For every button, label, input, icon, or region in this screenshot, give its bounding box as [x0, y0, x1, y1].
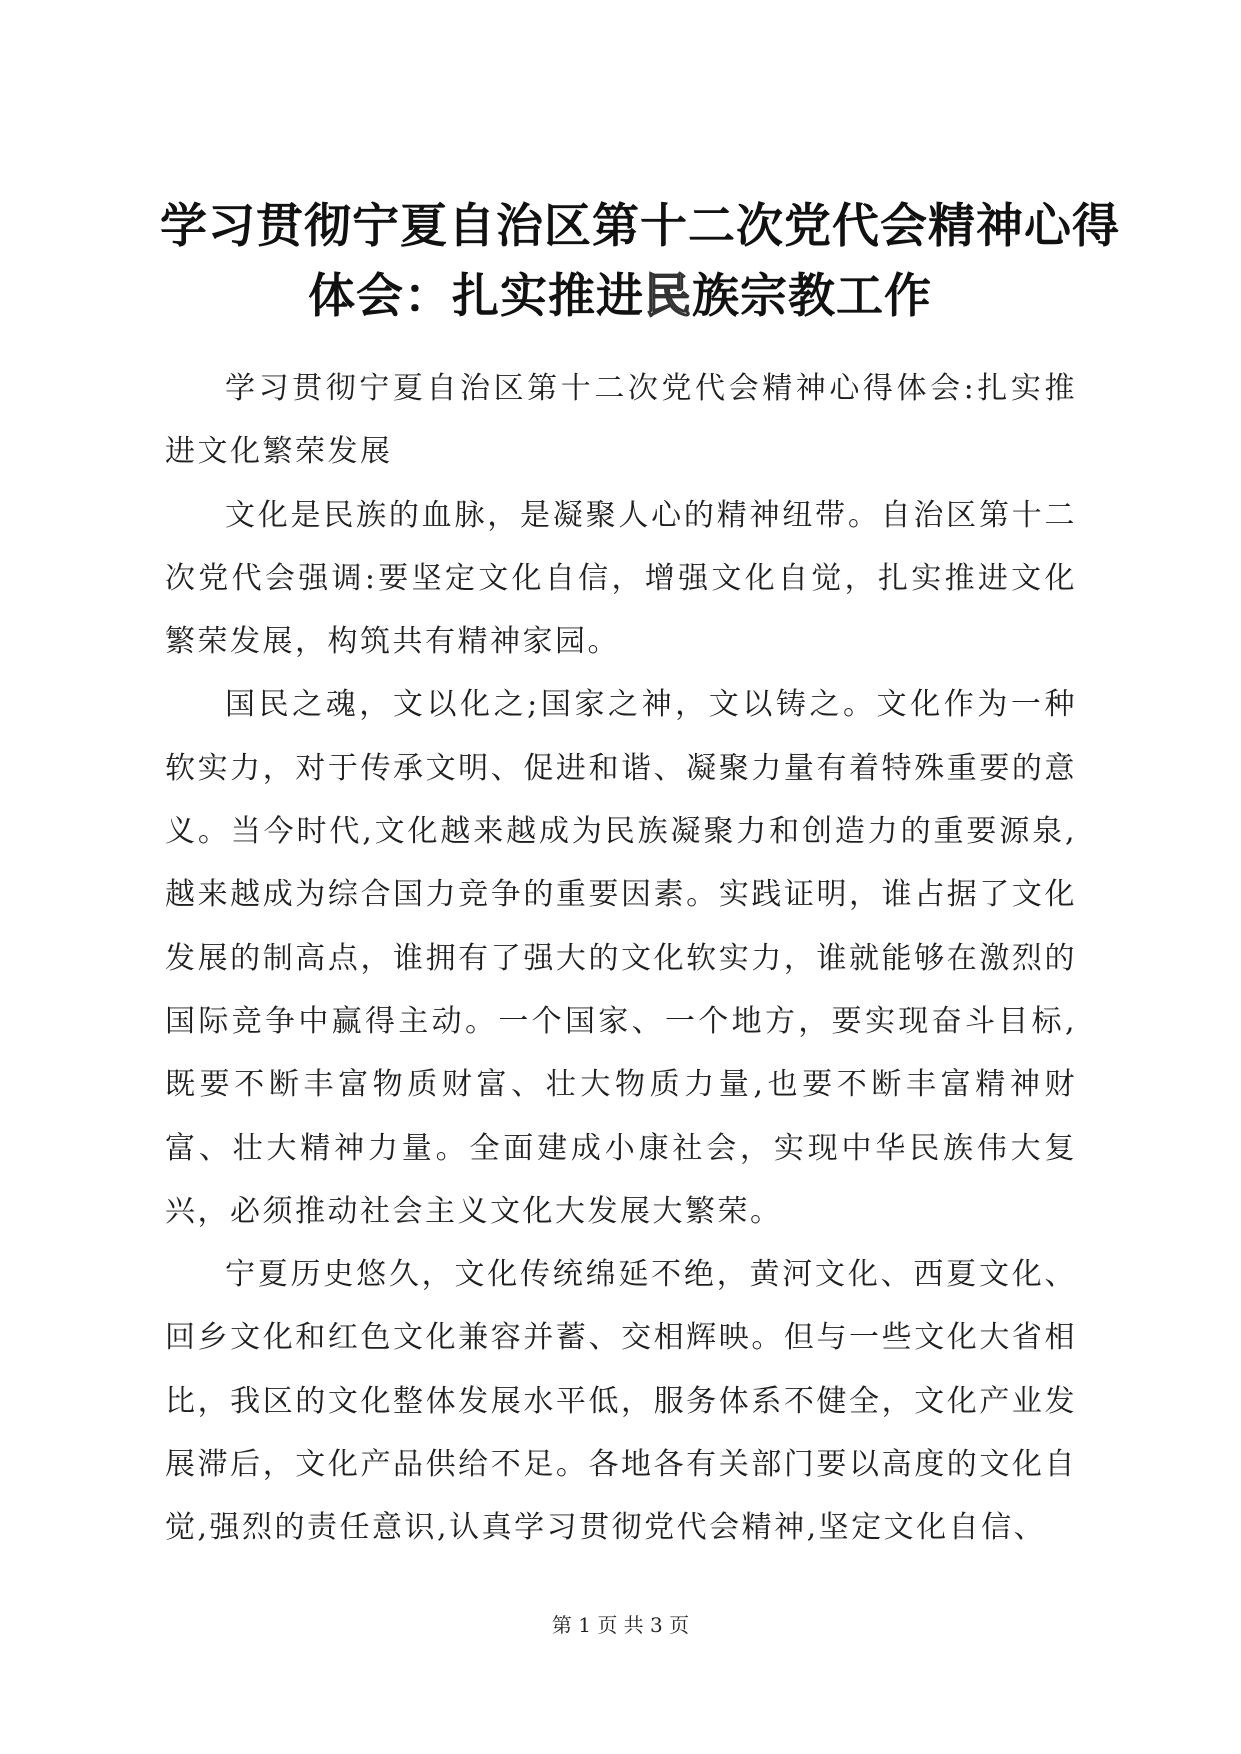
- document-title: [160, 192, 1120, 332]
- paragraph-subtitle: 学习贯彻宁夏自治区第十二次党代会精神心得体会:扎实推进文化繁荣发展: [165, 371, 1077, 470]
- paragraph-culture-soft-power: 国民之魂，文以化之;国家之神，文以铸之。文化作为一种软实力，对于传承文明、促进和谐、凝聚力量有着特殊重要的意义。当今时代,文化越来越成为民族凝聚力和创造力的重要源泉,越来越成为综合国力竞争的重要因素。实践证明，谁占据了文化发展的制高点，谁拥有了强大的文化软实力，谁就能够在激烈的国际竞争中赢得主动。一个国家、一个地方，要实现奋斗目标,既要不断丰富物质财富、壮大物质力量,也要不断丰富精神财富、壮大精神力量。全面建成小康社会，实现中华民族伟大复兴，必须推动社会主义文化大发展大繁荣。: [165, 687, 1077, 1229]
- page-footer: [0, 1609, 1241, 1638]
- title-line-2-end: 族宗教工作: [692, 269, 932, 324]
- title-outlined-character: 民: [644, 269, 692, 324]
- document-body: [165, 357, 1077, 1560]
- paragraph-ningxia-culture: 宁夏历史悠久，文化传统绵延不绝，黄河文化、西夏文化、回乡文化和红色文化兼容并蓄、交相辉映。但与一些文化大省相比，我区的文化整体发展水平低，服务体系不健全，文化产业发展滞后，文化产品供给不足。各地各有关部门要以高度的文化自觉,强烈的责任意识,认真学习贯彻党代会精神,坚定文化自信、: [165, 1257, 1077, 1546]
- title-line-2-start: 体会：扎实推进: [308, 269, 644, 324]
- page-number-indicator: 第 1 页 共 3 页: [551, 1613, 690, 1637]
- title-line-2: [160, 262, 1080, 332]
- paragraph-intro: 文化是民族的血脉，是凝聚人心的精神纽带。自治区第十二次党代会强调:要坚定文化自信，增强文化自觉，扎实推进文化繁荣发展，构筑共有精神家园。: [165, 497, 1077, 660]
- title-line-1: 学习贯彻宁夏自治区第十二次党代会精神心得: [160, 199, 1120, 254]
